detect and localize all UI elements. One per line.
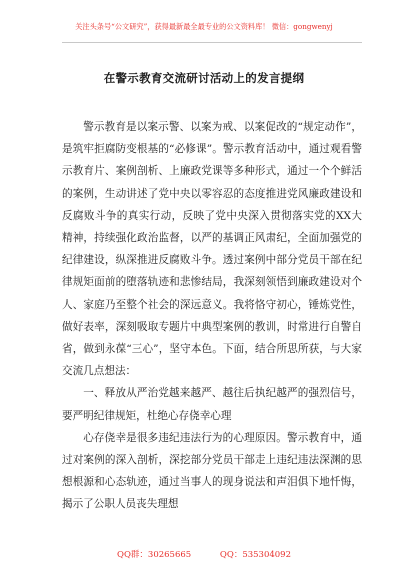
document-body [62,116,362,516]
header-banner: 关注头条号“公文研究”，获得最新最全最专业的公文资料库！ 微信：gongwenyj [75,22,333,31]
header-divider [62,42,362,43]
footer-contact: QQ群：30265665 QQ：535304092 [116,550,291,560]
paragraph-intro: 警示教育是以案示警、以案为戒、以案促改的“规定动作”，是筑牢拒腐防变根基的“必修课”。警示教育活动中，通过观看警示教育片、案例剖析、上廉政党课等多种形式，通过一个个鲜活的案例，生动讲述了党中央以零容忍的态度推进党风廉政建设和反腐败斗争的真实行动，反映了党中央深入贯彻落实党的XX大精神，持续强化政治监督，以严的基调正风肃纪，全面加强党的纪律建设，纵深推进反腐败斗争。透过案例中部分党员干部在纪律规矩面前的堕落轨迹和悲惨结局，我深刻领悟到廉政建设对个人、家庭乃至整个社会的深远意义。我将恪守初心，锤炼党性，做好表率，深刻吸取专题片中典型案例的教训，时常进行自警自省，做到永葆“三心”，坚守本色。下面，结合所思所获，与大家交流几点想法： [62,121,362,378]
paragraph-body-1: 心存侥幸是很多违纪违法行为的心理原因。警示教育中，通过对案例的深入剖析，深挖部分党员干部走上违纪违法深渊的思想根源和心态轨迹，通过当事人的现身说法和声泪俱下地忏悔，揭示了公职人员丧失理想 [62,431,362,511]
document-title: 在警示教育交流研讨活动上的发言提纲 [103,71,305,85]
paragraph-heading-1: 一、释放从严治党越来越严、越往后执纪越严的强烈信号，要严明纪律规矩，杜绝心存侥幸心理 [62,387,362,422]
